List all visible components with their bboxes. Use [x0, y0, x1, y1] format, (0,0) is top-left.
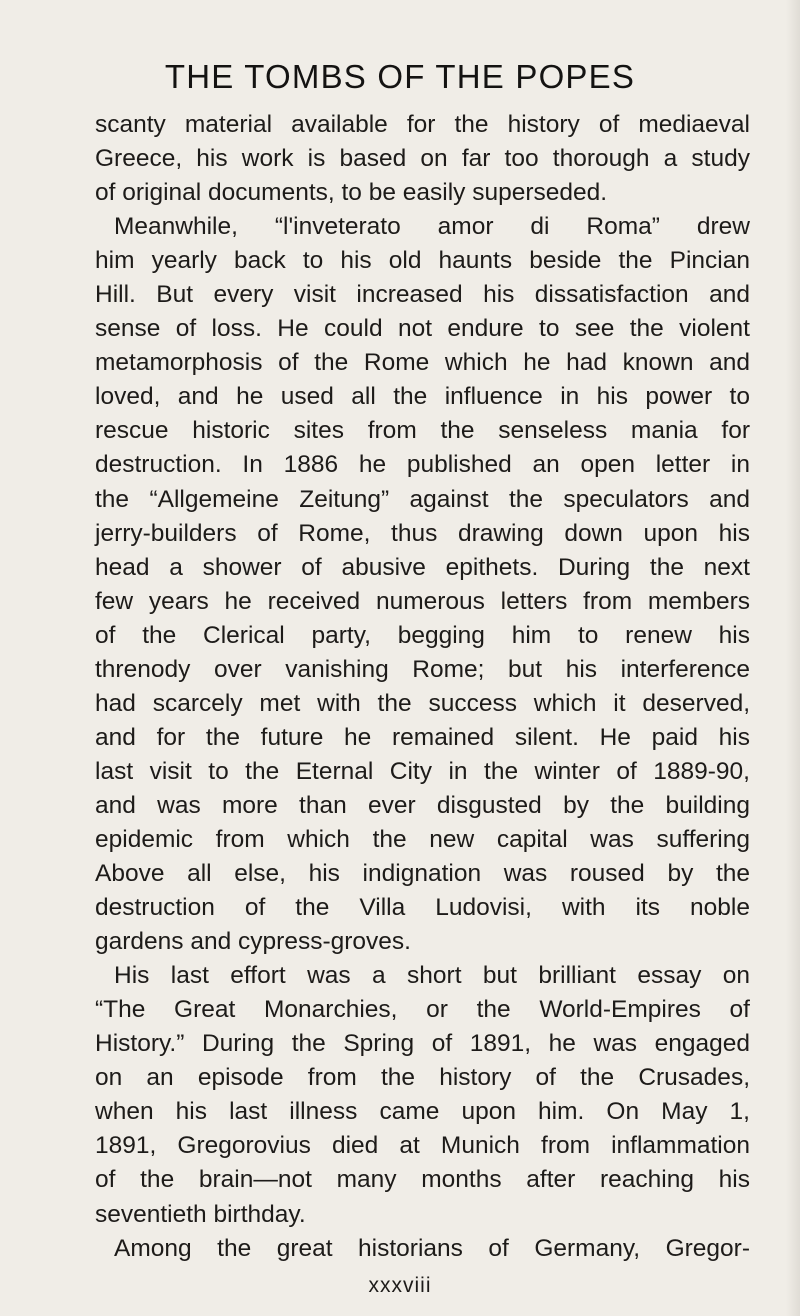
text-line: last visit to the Eternal City in the winter of 1889-90, [95, 757, 750, 785]
text-line: seventieth birthday. [95, 1200, 306, 1228]
body-text [95, 108, 750, 1266]
text-line: few years he received numerous letters from members [95, 587, 750, 615]
text-line: Greece, his work is based on far too thorough a study [95, 145, 750, 173]
running-head: THE TOMBS OF THE POPES [164, 58, 636, 95]
text-line: and for the future he remained silent. He paid his [95, 723, 750, 751]
page-edge-shadow [786, 0, 800, 1316]
text-line: jerry-builders of Rome, thus drawing down upon his [95, 519, 750, 547]
text-line: him yearly back to his old haunts beside the Pincian [95, 247, 750, 275]
text-line: epidemic from which the new capital was suffering [95, 825, 750, 853]
text-line: scanty material available for the history of mediaeval [95, 111, 750, 138]
text-line: when his last illness came upon him. On May 1, [95, 1098, 750, 1126]
text-line: had scarcely met with the success which it deserved, [95, 689, 750, 717]
text-line: Among the great historians of Germany, Gregor- [114, 1234, 750, 1262]
text-line: and was more than ever disgusted by the building [95, 791, 750, 819]
text-line: Hill. But every visit increased his dissatisfaction and [95, 281, 750, 309]
text-line: of original documents, to be easily superseded. [95, 179, 608, 207]
text-line: metamorphosis of the Rome which he had known and [95, 349, 750, 377]
text-line: of the brain—not many months after reaching his [95, 1166, 750, 1194]
text-line: threnody over vanishing Rome; but his interference [95, 655, 750, 683]
text-line: of the Clerical party, begging him to renew his [95, 621, 750, 649]
text-line: gardens and cypress-groves. [95, 928, 411, 956]
text-line: head a shower of abusive epithets. During the next [95, 553, 750, 581]
text-line: 1891, Gregorovius died at Munich from inflammation [95, 1132, 750, 1160]
text-line: on an episode from the history of the Crusades, [95, 1064, 750, 1092]
text-line: destruction of the Villa Ludovisi, with its noble [95, 894, 750, 922]
text-line: loved, and he used all the influence in his power to [95, 383, 750, 411]
text-line: destruction. In 1886 he published an open letter in [95, 451, 750, 479]
text-line: History.” During the Spring of 1891, he was engaged [95, 1030, 750, 1058]
text-line: “The Great Monarchies, or the World-Empires of [95, 996, 750, 1024]
text-line: Meanwhile, “l'inveterato amor di Roma” drew [114, 213, 750, 241]
text-line: His last effort was a short but brilliant essay on [114, 962, 750, 990]
text-line: sense of loss. He could not endure to see the violent [95, 315, 750, 343]
text-line: the “Allgemeine Zeitung” against the speculators and [95, 485, 750, 513]
text-line: Above all else, his indignation was roused by the [95, 860, 750, 888]
page-number: xxxviii [368, 1274, 432, 1297]
text-line: rescue historic sites from the senseless mania for [95, 417, 750, 445]
